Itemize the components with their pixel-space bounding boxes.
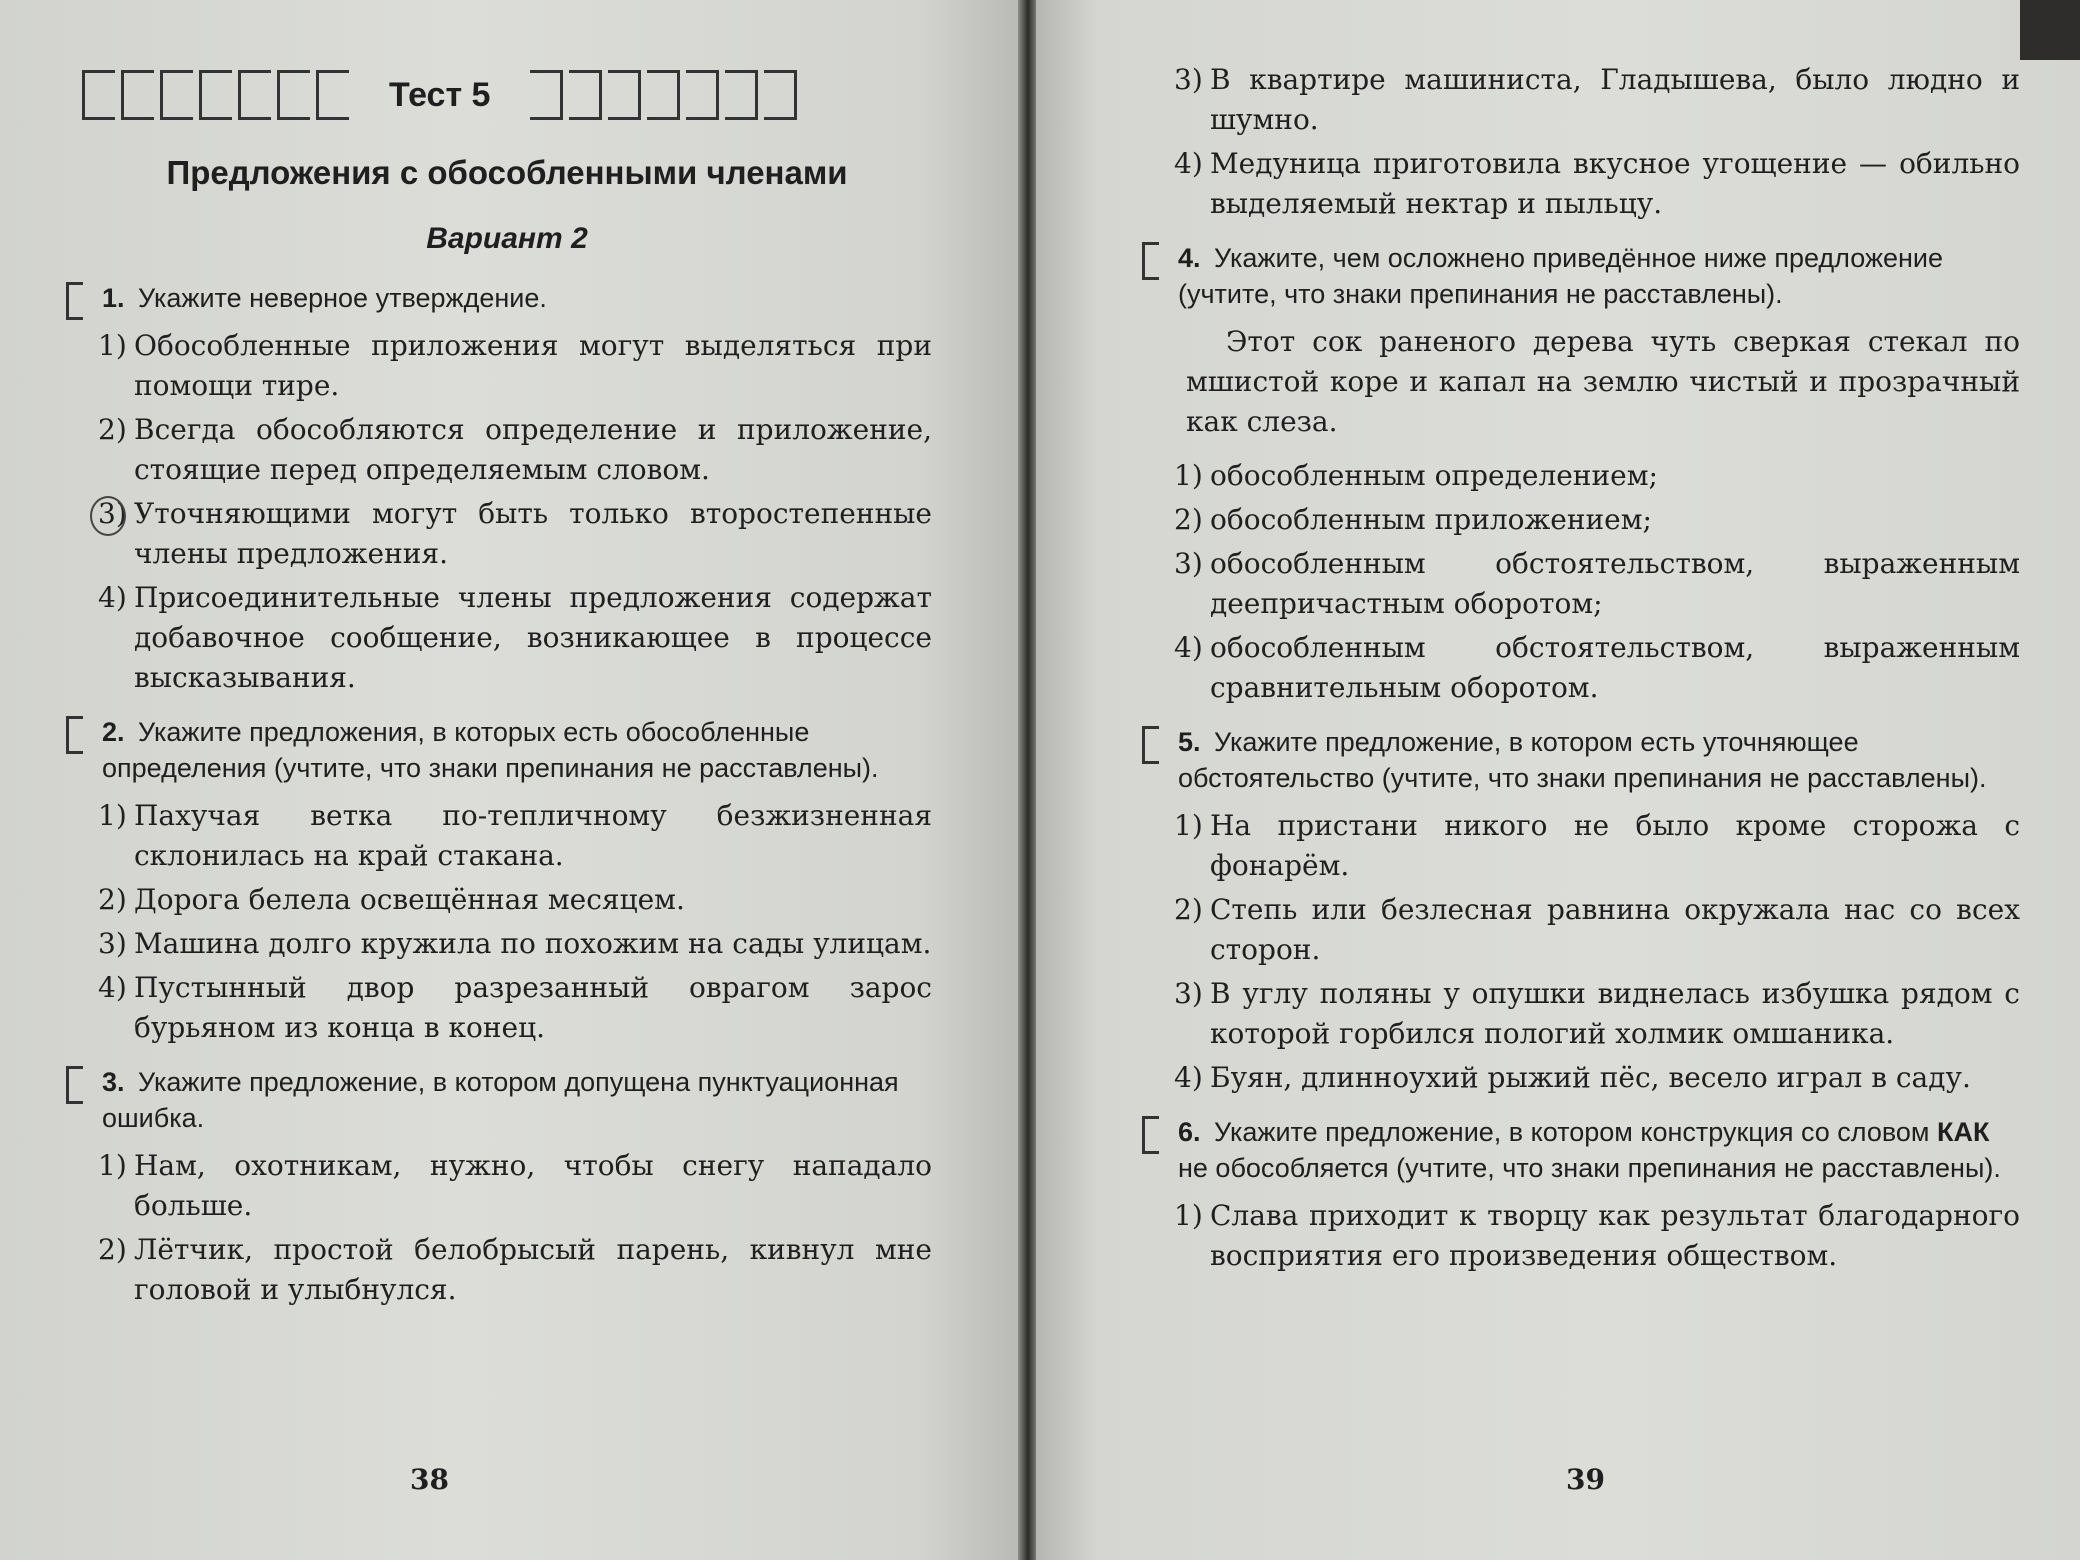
option-number: 4)	[98, 971, 127, 1004]
option-text: Степь или безлесная равнина окружала нас со всех сторон.	[1210, 893, 2020, 966]
option-text: Слава приходит к творцу как результат благодарного восприятия его произведения обществом.	[1210, 1199, 2020, 1272]
option-text: Обособленные приложения могут выделяться при помощи тире.	[134, 329, 932, 402]
option-2	[52, 1230, 932, 1310]
option-text: обособленным обстоятельством, выраженным сравнительным оборотом.	[1210, 631, 2020, 704]
answer-boxes-left	[82, 70, 349, 120]
option-text: Машина долго кружила по похожим на сады улицам.	[134, 927, 932, 960]
test-label: Тест 5	[389, 75, 491, 114]
question-text: Укажите предложения, в которых есть обособленные определения (учтите, что знаки препинания не расставлены).	[102, 717, 879, 783]
option-3	[1128, 544, 2020, 624]
question-prompt	[52, 280, 932, 316]
question-6	[1128, 1114, 2020, 1276]
question-bracket-mark	[1142, 242, 1159, 280]
option-text: Нам, охотникам, нужно, чтобы снегу нападало больше.	[134, 1149, 932, 1222]
question-bracket-mark	[1142, 726, 1159, 764]
option-text: Уточняющими могут быть только второстепенные члены предложения.	[134, 497, 932, 570]
option-4	[1128, 1058, 2020, 1098]
option-number: 2)	[1174, 893, 1203, 926]
page-number: 38	[410, 1463, 449, 1496]
options-list	[52, 1146, 932, 1310]
question-bracket-mark	[1142, 1116, 1159, 1154]
option-number: 2)	[98, 1233, 127, 1266]
book-gutter	[1018, 0, 1038, 1560]
question-text: Укажите, чем осложнено приведённое ниже предложение (учтите, что знаки препинания не расставлены).	[1178, 243, 1944, 309]
question-bracket-mark	[66, 716, 83, 754]
option-2	[1128, 500, 2020, 540]
option-number: 3)	[1174, 977, 1203, 1010]
option-number: 1)	[1174, 1199, 1203, 1232]
option-2	[52, 410, 932, 490]
answer-boxes-right	[530, 70, 797, 120]
question-text-start: Укажите предложение, в котором конструкция со словом	[1214, 1117, 1930, 1147]
question-text: Укажите предложение, в котором есть уточняющее обстоятельство (учтите, что знаки препинания не расставлены).	[1178, 727, 1987, 793]
option-text: Пахучая ветка по-тепличному безжизненная склонилась на край стакана.	[134, 799, 932, 872]
question-bracket-mark	[66, 282, 83, 320]
question-prompt	[1128, 240, 2020, 312]
options-list	[1128, 1196, 2020, 1276]
option-1	[1128, 1196, 2020, 1276]
question-4	[1128, 240, 2020, 708]
option-text: Всегда обособляются определение и приложение, стоящие перед определяемым словом.	[134, 413, 932, 486]
question-number: 1.	[102, 283, 125, 313]
option-number: 1)	[98, 1149, 127, 1182]
question-number: 4.	[1178, 243, 1201, 273]
question-number: 5.	[1178, 727, 1201, 757]
option-text: Присоединительные члены предложения содержат добавочное сообщение, возникающее в процессе высказывания.	[134, 581, 932, 694]
option-text: обособленным определением;	[1210, 459, 1658, 492]
test-header	[82, 70, 932, 120]
option-text: На пристани никого не было кроме сторожа с фонарём.	[1210, 809, 2020, 882]
option-text: В углу поляны у опушки виднелась избушка рядом с которой горбился пологий холмик омшаника.	[1210, 977, 2020, 1050]
option-number: 1)	[98, 799, 127, 832]
option-text: Дорога белела освещённая месяцем.	[134, 883, 685, 916]
option-text: Лётчик, простой белобрысый парень, кивнул мне головой и улыбнулся.	[134, 1233, 932, 1306]
option-number: 2)	[98, 413, 127, 446]
question-3	[52, 1064, 932, 1310]
option-1	[52, 796, 932, 876]
options-list	[1128, 806, 2020, 1098]
left-page	[0, 0, 1020, 1560]
question-number: 3.	[102, 1067, 125, 1097]
question-prompt	[1128, 724, 2020, 796]
option-1	[52, 1146, 932, 1226]
option-number: 1)	[1174, 809, 1203, 842]
option-3	[1128, 60, 2020, 140]
option-text: Пустынный двор разрезанный оврагом зарос бурьяном из конца в конец.	[134, 971, 932, 1044]
option-text: Медуница приготовила вкусное угощение — обильно выделяемый нектар и пыльцу.	[1210, 147, 2020, 220]
option-text: обособленным обстоятельством, выраженным деепричастным оборотом;	[1210, 547, 2020, 620]
question-number: 2.	[102, 717, 125, 747]
question-bracket-mark	[66, 1066, 83, 1104]
option-4	[52, 968, 932, 1048]
option-number-circled: 3)	[98, 494, 134, 574]
option-number: 2)	[98, 883, 127, 916]
option-3	[52, 494, 932, 574]
variant-label: Вариант 2	[426, 222, 588, 255]
question-text: Укажите предложение, в котором допущена пунктуационная ошибка.	[102, 1067, 899, 1133]
options-list	[52, 326, 932, 698]
option-3	[52, 924, 932, 964]
background-corner	[2020, 0, 2080, 60]
option-number: 4)	[98, 581, 127, 614]
options-list	[1128, 60, 2020, 224]
question-2	[52, 714, 932, 1048]
option-number: 4)	[1174, 631, 1203, 664]
option-number: 3)	[1174, 547, 1203, 580]
options-list	[1128, 456, 2020, 708]
option-4	[1128, 144, 2020, 224]
question-number: 6.	[1178, 1117, 1201, 1147]
option-number: 4)	[1174, 147, 1203, 180]
option-2	[52, 880, 932, 920]
page-number: 39	[1566, 1463, 1605, 1496]
option-4	[52, 578, 932, 698]
page-title: Предложения с обособленными членами	[166, 154, 848, 191]
question-prompt	[52, 714, 932, 786]
option-text: Буян, длинноухий рыжий пёс, весело играл в саду.	[1210, 1061, 1971, 1094]
example-sentence: Этот сок раненого дерева чуть сверкая стекал по мшистой коре и капал на землю чистый и прозрачный как слеза.	[1186, 325, 2020, 438]
option-number: 2)	[1174, 503, 1203, 536]
option-number: 3)	[1174, 63, 1203, 96]
option-number: 4)	[1174, 1061, 1203, 1094]
option-1	[52, 326, 932, 406]
option-number: 1)	[98, 329, 127, 362]
question-1	[52, 280, 932, 698]
option-text: В квартире машиниста, Гладышева, было людно и шумно.	[1210, 63, 2020, 136]
option-4	[1128, 628, 2020, 708]
option-text: обособленным приложением;	[1210, 503, 1652, 536]
option-2	[1128, 890, 2020, 970]
option-number: 1)	[1174, 459, 1203, 492]
question-prompt	[52, 1064, 932, 1136]
option-number: 3)	[98, 927, 127, 960]
option-3	[1128, 974, 2020, 1054]
question-5	[1128, 724, 2020, 1098]
question-prompt	[1128, 1114, 2020, 1186]
options-list	[52, 796, 932, 1048]
keyword-kak: КАК	[1937, 1117, 1990, 1147]
question-text-end: не обособляется (учтите, что знаки препинания не расставлены).	[1178, 1153, 2001, 1183]
option-1	[1128, 456, 2020, 496]
option-1	[1128, 806, 2020, 886]
question-3-continued	[1128, 60, 2020, 224]
right-page	[1036, 0, 2080, 1560]
question-text: Укажите неверное утверждение.	[138, 283, 547, 313]
